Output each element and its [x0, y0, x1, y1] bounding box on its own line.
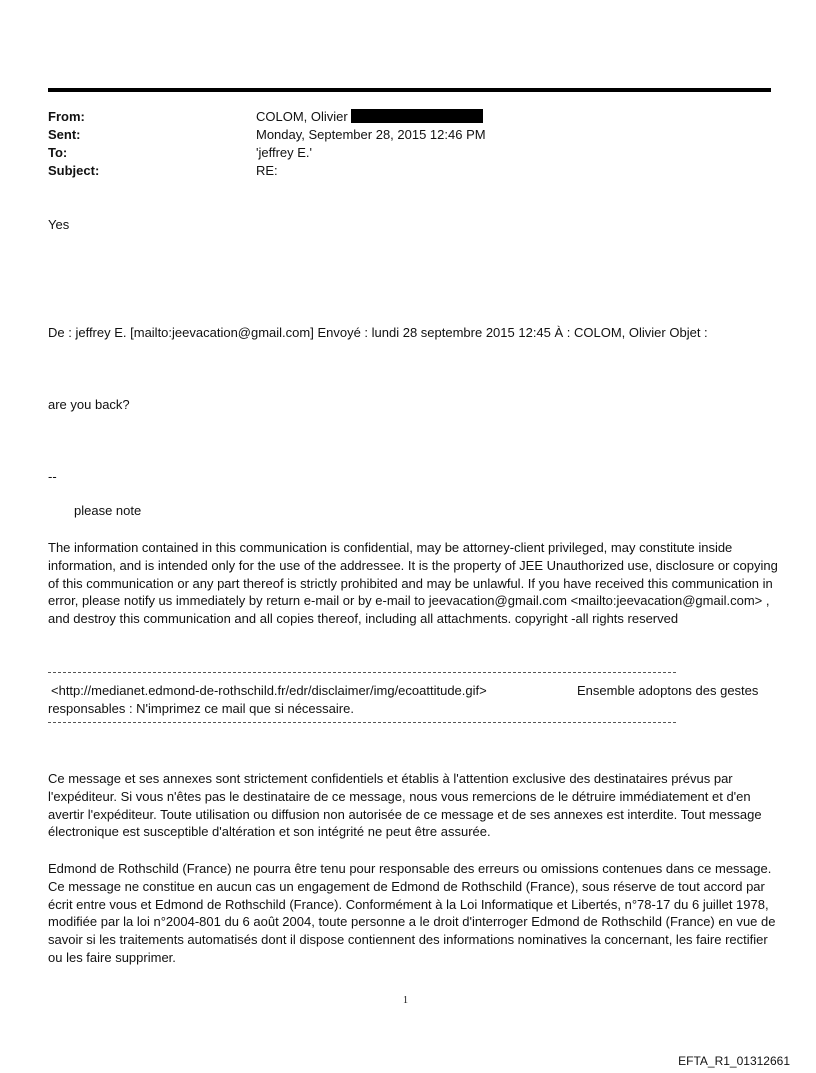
please-note: please note	[74, 503, 142, 518]
subject-value: RE:	[256, 163, 278, 178]
to-label: To:	[48, 145, 68, 160]
sent-row	[48, 126, 486, 144]
from-row	[48, 108, 486, 126]
subject-label: Subject:	[48, 163, 100, 178]
eco-message-line-2: responsables : N'imprimez ce mail que si nécessaire.	[48, 701, 354, 716]
redaction-block	[351, 109, 483, 123]
from-name: COLOM, Olivier	[256, 109, 348, 124]
email-header	[48, 108, 486, 180]
document-id: EFTA_R1_01312661	[678, 1054, 790, 1068]
from-label: From:	[48, 109, 85, 124]
quoted-header: De : jeffrey E. [mailto:jeevacation@gmail.com] Envoyé : lundi 28 septembre 2015 12:45 À : COLOM, Olivier Objet :	[48, 325, 708, 340]
header-top-rule	[48, 88, 771, 92]
from-value	[256, 108, 483, 126]
subject-row	[48, 162, 486, 180]
sent-value: Monday, September 28, 2015 12:46 PM	[256, 127, 486, 142]
reply-text: Yes	[48, 217, 70, 232]
disclaimer-paragraph-2: Edmond de Rothschild (France) ne pourra être tenu pour responsable des erreurs ou omissions contenues dans ce message. Ce message ne constitue en aucun cas un engagement de Edmond de Rothschild (France), sous réserve de tout accord par écrit entre vous et Edmond de Rothschild (France). Conformément à la Loi Informatique et Libertés, n°78-17 du 6 juillet 1978, modifiée par la loi n°2004-801 du 6 août 2004, toute personne a le droit d'interroger Edmond de Rothschild (France) en vue de savoir si les traitements automatisés dont il dispose contiennent des informations nominatives la concernant, les faire rectifier ou les faire supprimer.	[48, 861, 776, 965]
eco-message: Ensemble adoptons des gestes	[577, 683, 759, 698]
question-text: are you back?	[48, 397, 130, 412]
dashed-divider-top	[48, 672, 676, 673]
to-row	[48, 144, 486, 162]
eco-link: <http://medianet.edmond-de-rothschild.fr/edr/disclaimer/img/ecoattitude.gif>	[51, 683, 487, 698]
disclaimer-paragraph-1: Ce message et ses annexes sont strictement confidentiels et établis à l'attention exclusive des destinataires prévus par l'expéditeur. Si vous n'êtes pas le destinataire de ce message, nous vous remercions de le détruire immédiatement et d'en avertir l'expéditeur. Toute utilisation ou diffusion non autorisée de ce message et de ses annexes est interdite. Tout message électronique est susceptible d'altération et son intégrité ne peut être assurée.	[48, 771, 762, 840]
dashed-divider-bottom	[48, 722, 676, 723]
to-value: 'jeffrey E.'	[256, 145, 313, 160]
sent-label: Sent:	[48, 127, 81, 142]
confidentiality-notice: The information contained in this communication is confidential, may be attorney-client privileged, may constitute inside information, and is intended only for the use of the addressee. It is the property of JEE Unauthorized use, disclosure or copying of this communication or any part thereof is strictly prohibited and may be unlawful. If you have received this communication in error, please notify us immediately by return e-mail or by e-mail to jeevacation@gmail.com <mailto:jeevacation@gmail.com> , and destroy this communication and all copies thereof, including all attachments. copyright -all rights reserved	[48, 540, 778, 627]
page-number: 1	[403, 995, 408, 1006]
signature-separator: --	[48, 469, 57, 484]
